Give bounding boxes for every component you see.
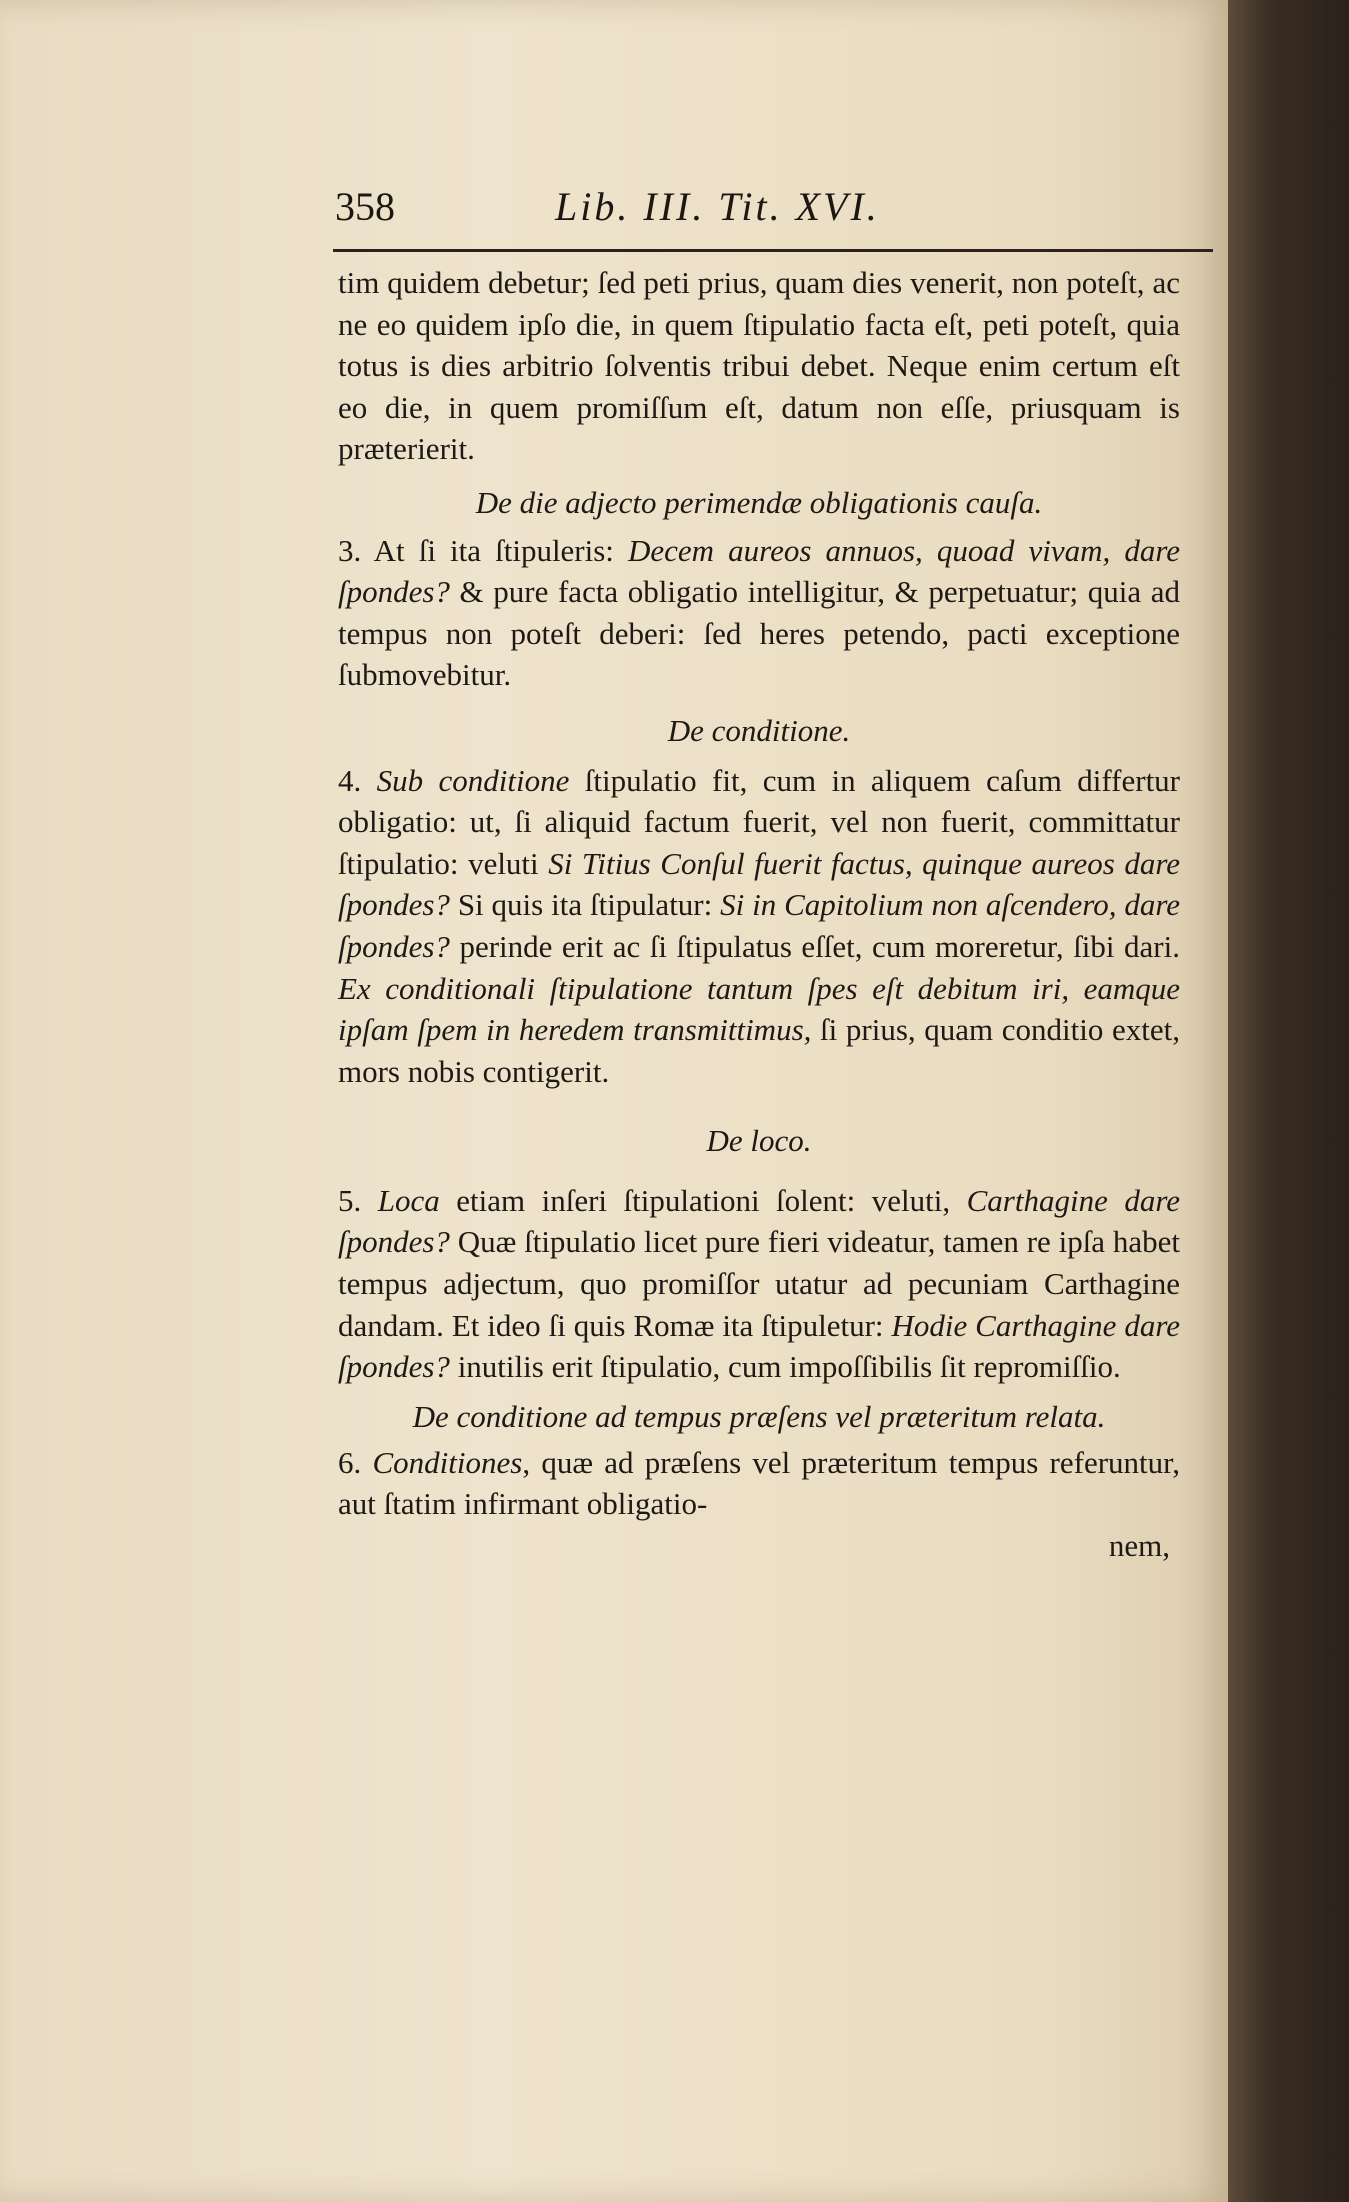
body-text: [338, 262, 1180, 1567]
section-heading-dies-adjectus: De die adjecto perimendæ obligationis cauſa.: [475, 484, 1043, 520]
italic-term: Sub conditione: [361, 762, 570, 798]
paragraph-number: 3.: [338, 532, 362, 568]
page-number: 358: [335, 184, 395, 229]
italic-term: Loca: [361, 1182, 440, 1218]
stipulation-formula: Carthagine dare ſpondes?: [338, 1182, 1181, 1260]
running-head: Lib. III. Tit. XVI.: [555, 184, 880, 229]
page-header: [335, 183, 1210, 235]
paragraph-text: & pure facta obligatio intelligitur, & perpetuatur; quia ad tempus non poteſt deberi: ſed heres petendo, pacti exceptione ſubmovebitur.: [338, 574, 1180, 693]
paragraph-continuation: tim quidem debetur; ſed peti prius, quam dies venerit, non poteſt, ac ne eo quidem ipſo die, in quem ſtipulatio facta eſt, peti poteſt, quia totus is dies arbitrio ſolventis tribui debet. Neque enim certum eſt eo die, in quem promiſſum eſt, datum non eſſe, priusquam is præterierit.: [338, 265, 1180, 467]
paragraph-text: etiam inſeri ſtipulationi ſolent: veluti,: [439, 1182, 967, 1218]
italic-maxim: Ex conditionali ſtipulatione tantum ſpes eſt debitum iri, eamque ipſam ſpem in heredem transmittimus,: [338, 970, 1180, 1048]
paragraph-5: [338, 1180, 1180, 1388]
paragraph-text: At ſi ita ſtipuleris:: [361, 532, 629, 568]
stipulation-formula: Si in Capitolium non aſcendero, dare ſpondes?: [338, 887, 1180, 964]
paragraph-text: , quæ ad præſens vel præteritum tempus referuntur, aut ſtatim infirmant obligatio-: [338, 1444, 1180, 1522]
paragraph-number: 4.: [338, 762, 362, 798]
paragraph-3: [338, 530, 1180, 696]
book-binding-edge: [1228, 0, 1349, 2202]
section-heading-conditione: De conditione.: [667, 712, 851, 748]
paragraph-4: [338, 760, 1180, 1093]
italic-term: Conditiones: [361, 1444, 523, 1480]
section-heading-loco: De loco.: [706, 1123, 812, 1159]
stipulation-formula: Decem aureos annuos, quoad vivam, dare ſpondes?: [338, 532, 1180, 610]
paragraph-number: 5.: [338, 1182, 362, 1218]
paragraph-text: inutilis erit ſtipulatio, cum impoſſibilis ſit repromiſſio.: [449, 1349, 1121, 1385]
section-heading-conditione-tempus: De conditione ad tempus præſens vel præteritum relata.: [412, 1398, 1106, 1434]
paragraph-text: ſi prius, quam conditio extet, mors nobis contigerit.: [338, 1012, 1180, 1089]
paragraph-text: perinde erit ac ſi ſtipulatus eſſet, cum moreretur, ſibi dari.: [449, 928, 1180, 964]
header-rule: [333, 249, 1213, 252]
stipulation-formula: Si Titius Conſul fuerit factus, quinque aureos dare ſpondes?: [338, 845, 1180, 923]
stipulation-formula: Hodie Carthagine dare ſpondes?: [338, 1307, 1180, 1385]
paragraph-text: Si quis ita ſtipulatur:: [449, 887, 721, 923]
paragraph-number: 6.: [338, 1444, 362, 1480]
paragraph-text: ſtipulatio fit, cum in aliquem caſum differtur obligatio: ut, ſi aliquid factum fuerit, vel non fuerit, committatur ſtipulatio: veluti: [338, 762, 1180, 881]
catchword: nem,: [1108, 1528, 1170, 1564]
paragraph-6: [338, 1442, 1180, 1525]
paragraph-text: Quæ ſtipulatio licet pure fieri videatur, tamen re ipſa habet tempus adjectum, quo promiſſor utatur ad pecuniam Carthagine dandam. Et ideo ſi quis Romæ ita ſtipuletur:: [338, 1224, 1180, 1343]
